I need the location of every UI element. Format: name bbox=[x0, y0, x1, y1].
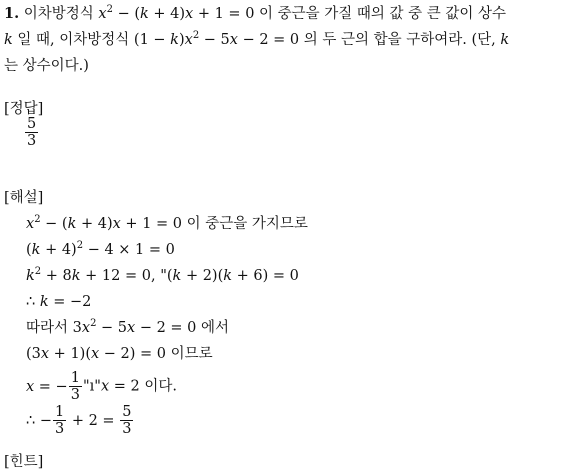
problem-line-3 bbox=[4, 56, 89, 76]
answer-numerator: 5 bbox=[27, 116, 37, 132]
answer-denominator: 3 bbox=[27, 133, 37, 149]
solution-step-5 bbox=[26, 318, 229, 338]
equation-2: $(1 - k)x^2 - 5x - 2 = 0$ bbox=[133, 30, 300, 48]
answer-heading: [정답] bbox=[4, 101, 44, 117]
problem-text: 이차방정식 bbox=[23, 6, 94, 22]
solution-heading: [해설] bbox=[4, 190, 44, 206]
problem-text: 일 때, 이차방정식 bbox=[17, 32, 130, 48]
math: ∴ k = −2 bbox=[26, 294, 92, 310]
solution-text: 에서 bbox=[201, 320, 230, 336]
solution-text: 이다. bbox=[144, 378, 177, 395]
solution-text: "ı" bbox=[82, 378, 101, 395]
solution-text: " bbox=[160, 268, 167, 284]
math: $(k + 4)^2 - 4 \times 1 = 0$ bbox=[26, 240, 175, 258]
problem-text: 의 두 근의 합을 구하여라. (단, bbox=[303, 32, 496, 48]
solution-step-3 bbox=[26, 266, 299, 286]
math: ∴ − $\frac{1}{3}$ + 2 = $\frac{5}{3}$ bbox=[26, 404, 132, 437]
problem-number: 1. bbox=[4, 5, 20, 22]
solution-step-7 bbox=[26, 370, 177, 403]
solution-step-4 bbox=[26, 292, 91, 312]
math: $x^2 - (k + 4)x + 1 = 0$ bbox=[26, 214, 183, 232]
solution-text: 이 중근을 가지므로 bbox=[186, 216, 308, 232]
variable-k: k bbox=[4, 32, 13, 48]
answer-fraction bbox=[25, 116, 38, 149]
problem-text: 는 상수이다.) bbox=[4, 58, 89, 74]
problem-line-1 bbox=[4, 4, 506, 24]
equation-1: $x^2 - (k + 4)x + 1 = 0$ bbox=[98, 4, 255, 22]
solution-step-1 bbox=[26, 214, 308, 234]
variable-k: k bbox=[500, 32, 510, 48]
problem-text: 이 중근을 가질 때의 값 중 큰 값이 상수 bbox=[259, 6, 507, 22]
solution-step-6 bbox=[26, 344, 213, 364]
math: x = 2 bbox=[100, 378, 140, 395]
problem-line-2 bbox=[4, 30, 509, 50]
solution-step-2 bbox=[26, 240, 175, 260]
solution-text: 따라서 bbox=[26, 320, 69, 336]
math: $3x^2 - 5x - 2 = 0$ bbox=[72, 318, 197, 336]
solution-step-8 bbox=[26, 404, 134, 437]
hint-heading: [힌트] bbox=[4, 454, 44, 470]
math: (k + 2)(k + 6) = 0 bbox=[166, 268, 299, 284]
answer-value bbox=[24, 116, 39, 149]
solution-text: 이므로 bbox=[170, 346, 213, 362]
math: $k^2 + 8k + 12 = 0$, bbox=[26, 266, 156, 284]
math: (3x + 1)(x − 2) = 0 bbox=[26, 346, 167, 362]
math: x = − $\frac{1}{3}$ bbox=[26, 370, 80, 403]
